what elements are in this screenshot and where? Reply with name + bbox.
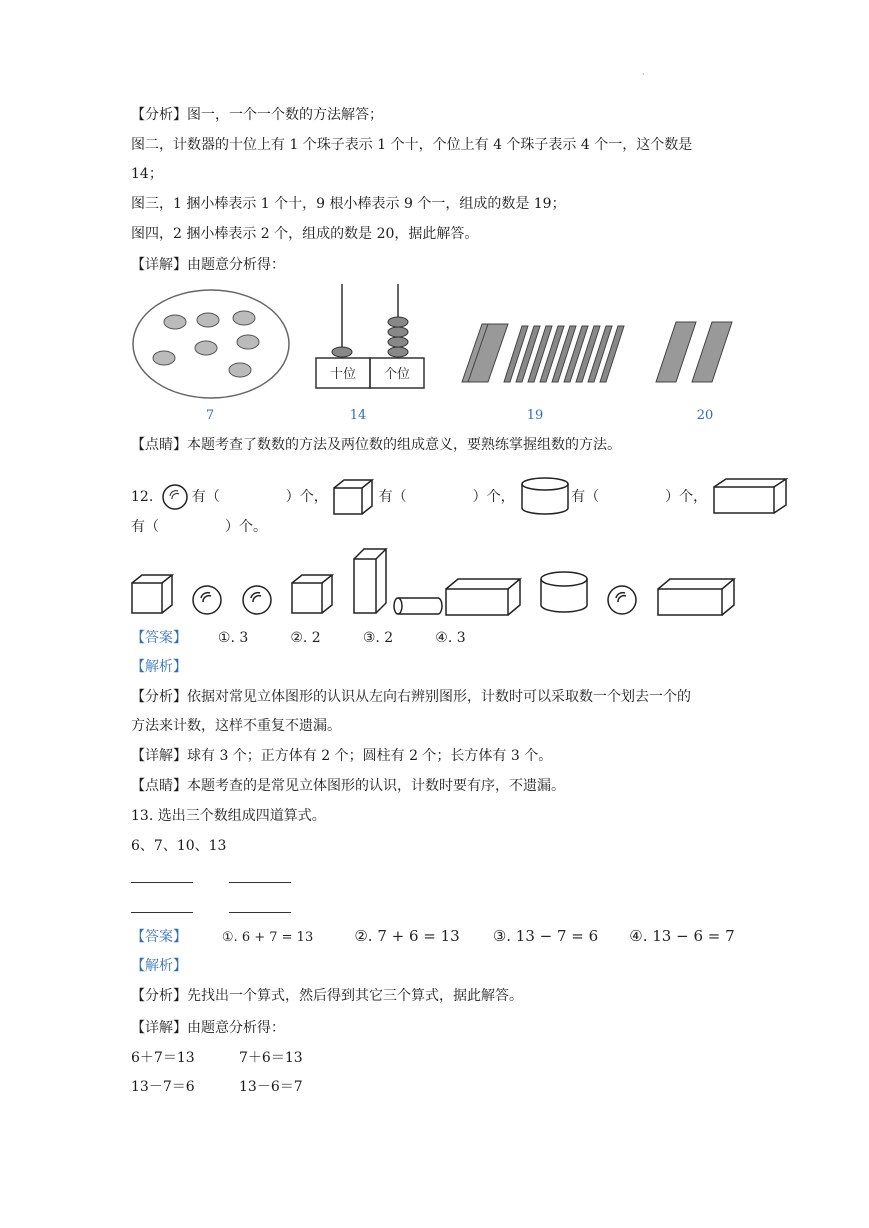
sticks-nine xyxy=(504,326,624,382)
q12-dianjing: 【点睛】本题考查的是常见立体图形的认识，计数时要有序，不遗漏。 xyxy=(131,778,565,794)
q12-close-1: ）个， xyxy=(285,489,328,505)
cuboid-tall xyxy=(354,549,386,613)
analysis-line-3: 14； xyxy=(131,166,163,182)
q12-xiangjie: 【详解】球有 3 个；正方体有 2 个；圆柱有 2 个；长方体有 3 个。 xyxy=(131,748,553,764)
figure-label-7: 7 xyxy=(205,408,215,423)
q12-answer-3: ③. 2 xyxy=(362,630,394,646)
q12-answer-1: ①. 3 xyxy=(217,630,249,646)
q13-blanks-1 xyxy=(131,872,327,892)
q12-number: 12. xyxy=(131,489,154,505)
q12-answer-4: ④. 3 xyxy=(435,630,466,646)
q12-row-2 xyxy=(131,517,267,537)
q12-has-1: 有（ xyxy=(191,489,220,505)
q12-has-3: 有（ xyxy=(571,489,600,505)
cuboid-2 xyxy=(658,579,734,615)
q13-answer-row xyxy=(131,926,739,948)
shapes-row xyxy=(128,545,738,620)
blank-4[interactable] xyxy=(229,912,291,913)
cuboid-icon xyxy=(712,477,788,517)
q12-fenxi-1: 【分析】依据对常见立体图形的认识从左向右辨别图形，计数时可以采取数一个划去一个的 xyxy=(131,689,691,705)
q13-jiexi: 【解析】 xyxy=(131,958,187,974)
page-mark: · xyxy=(642,70,645,79)
cube-icon xyxy=(332,478,374,516)
q13-answer-1: ①. 6 + 7 = 13 xyxy=(221,930,314,945)
q13-xiangjie: 【详解】由题意分析得： xyxy=(131,1020,285,1036)
sphere-icon xyxy=(160,482,190,512)
stick-bundle-19 xyxy=(462,324,508,382)
q12-has-4: 有（ xyxy=(131,519,159,535)
figure-label-19: 19 xyxy=(526,408,544,423)
q12-close-3: ）个， xyxy=(665,489,708,505)
analysis-line-4: 图三，1 捆小棒表示 1 个十，9 根小棒表示 9 个一，组成的数是 19； xyxy=(131,196,566,212)
figure-label-14: 14 xyxy=(349,408,367,423)
cube-1 xyxy=(132,575,172,613)
q13-title: 13. 选出三个数组成四道算式。 xyxy=(131,808,326,824)
blank-2[interactable] xyxy=(229,882,291,883)
q13-answer-2: ②. 7 + 6 = 13 xyxy=(354,927,460,945)
cylinder-icon xyxy=(519,476,571,518)
q13-eq-row-1 xyxy=(131,1048,303,1068)
detail-line: 【详解】由题意分析得： xyxy=(131,257,285,273)
analysis-line-2: 图二，计数器的十位上有 1 个珠子表示 1 个十，个位上有 4 个珠子表示 4 个一，这个数是 xyxy=(131,137,693,153)
cube-2 xyxy=(292,575,332,613)
q12-has-2: 有（ xyxy=(378,489,407,505)
stick-bundles-20 xyxy=(656,322,732,382)
abacus-one-label: 个位 xyxy=(383,367,411,382)
q13-eq-4: 13－6＝7 xyxy=(239,1079,303,1095)
q12-row xyxy=(131,476,741,506)
counting-figure xyxy=(130,282,750,432)
blank-3[interactable] xyxy=(131,912,193,913)
blank-1[interactable] xyxy=(131,882,193,883)
sphere-2 xyxy=(243,586,271,614)
q12-jiexi: 【解析】 xyxy=(131,659,187,675)
q13-numbers: 6、7、10、13 xyxy=(131,838,227,854)
q13-eq-3: 13－7＝6 xyxy=(131,1079,195,1095)
q13-eq-1: 6＋7＝13 xyxy=(131,1050,195,1066)
q12-close-2: ）个， xyxy=(472,489,515,505)
q13-fenxi: 【分析】先找出一个算式，然后得到其它三个算式，据此解答。 xyxy=(131,988,523,1004)
q13-answer-4: ④. 13 − 6 = 7 xyxy=(629,927,735,945)
abacus-ten-label: 十位 xyxy=(329,367,357,382)
q13-answer-tag: 【答案】 xyxy=(131,929,187,945)
q13-answer-3: ③. 13 − 7 = 6 xyxy=(492,927,599,945)
q12-close-4: ）个。 xyxy=(225,519,267,535)
cylinder-standing xyxy=(541,572,587,612)
cuboid-1 xyxy=(446,579,520,615)
q12-answer-row xyxy=(131,628,503,648)
turtle-oval xyxy=(133,290,289,398)
cylinder-lying xyxy=(394,598,442,614)
q12-answer-tag: 【答案】 xyxy=(131,630,187,646)
q12-answer-2: ②. 2 xyxy=(290,630,321,646)
figure-label-20: 20 xyxy=(696,408,714,423)
q13-blanks-2 xyxy=(131,902,327,922)
q12-fenxi-2: 方法来计数，这样不重复不遗漏。 xyxy=(131,718,341,734)
q13-eq-row-2 xyxy=(131,1077,303,1097)
comment-1: 【点睛】本题考查了数数的方法及两位数的组成意义，要熟练掌握组数的方法。 xyxy=(131,437,621,453)
sphere-3 xyxy=(608,586,636,614)
analysis-line-5: 图四，2 捆小棒表示 2 个，组成的数是 20，据此解答。 xyxy=(131,226,479,242)
q13-eq-2: 7＋6＝13 xyxy=(239,1050,303,1066)
analysis-line-1: 【分析】图一，一个一个数的方法解答； xyxy=(131,107,383,123)
sphere-1 xyxy=(193,586,221,614)
